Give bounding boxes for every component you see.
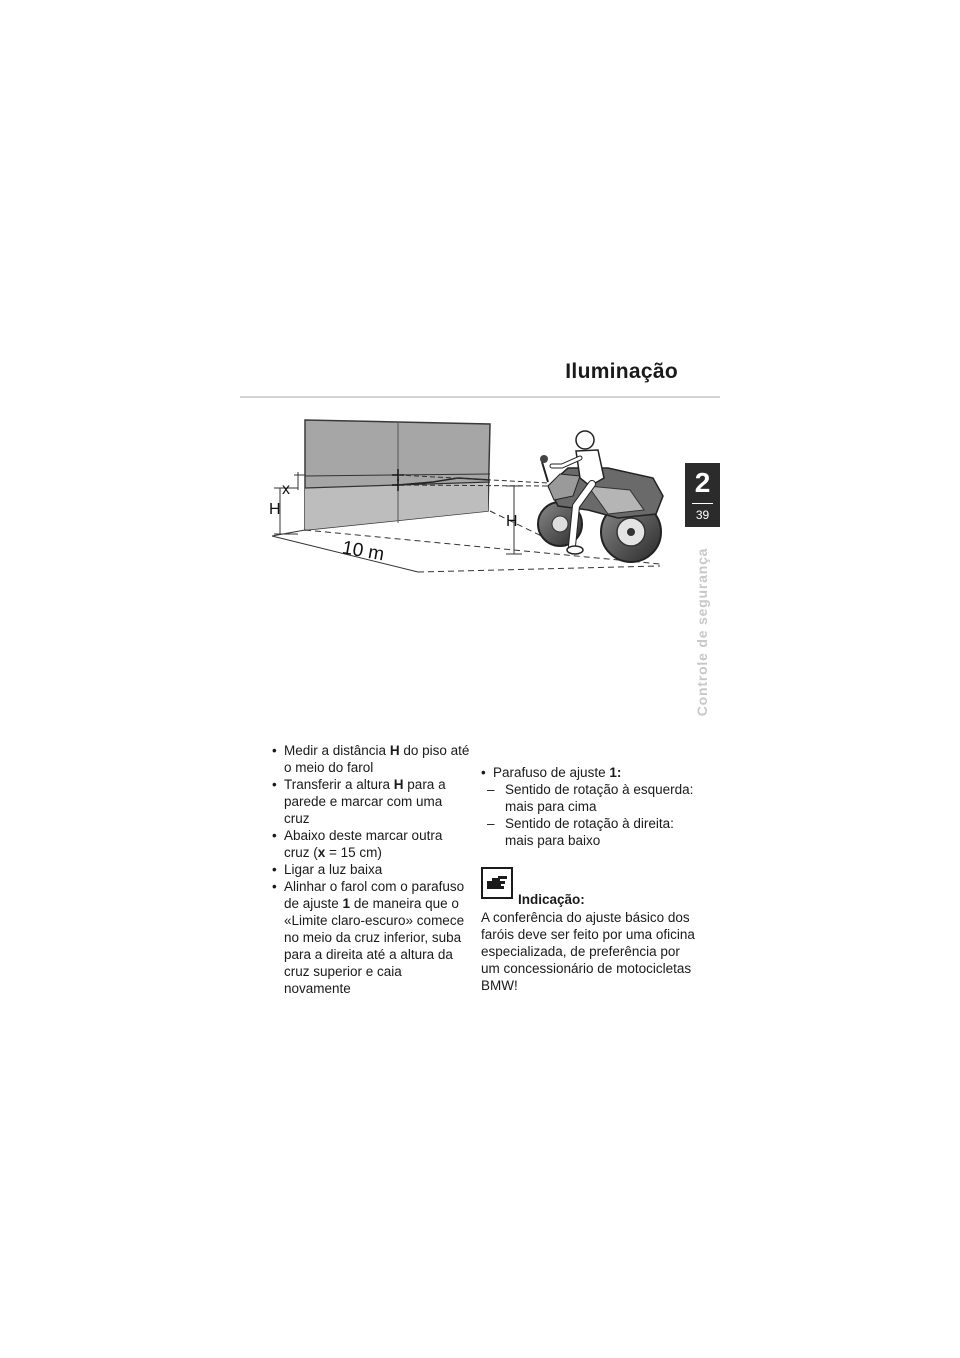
chapter-tab-divider	[692, 503, 713, 504]
sub-item: – Sentido de rotação à direita: mais para baixo	[481, 815, 701, 849]
label-distance: 10 m	[340, 537, 386, 566]
instructions-left-column	[272, 742, 470, 997]
chapter-number: 2	[694, 467, 711, 498]
title-divider	[240, 396, 720, 398]
headlight-adjustment-diagram	[258, 406, 678, 576]
label-x: x	[282, 481, 290, 498]
label-h-left: H	[269, 501, 281, 518]
note-text: A conferência do ajuste básico dos faróis deve ser feito por uma oficina especializada, de preferência por um concessionário de motocicletas BMW!	[481, 910, 695, 993]
sub-item: – Sentido de rotação à esquerda: mais para cima	[481, 781, 701, 815]
section-label: Controle de segurança	[694, 547, 710, 717]
note-block	[481, 867, 701, 994]
chapter-tab	[685, 463, 720, 527]
pointing-hand-icon	[481, 867, 513, 899]
page-number: 39	[695, 508, 710, 522]
label-h-right: H	[506, 513, 518, 530]
note-title: Indicação:	[518, 892, 585, 907]
list-item: • Abaixo deste marcar outra cruz (x = 15 cm)	[272, 827, 470, 861]
list-item: • Ligar a luz baixa	[272, 861, 470, 878]
adjust-screw-item: • Parafuso de ajuste 1:	[481, 764, 701, 781]
instructions-right-column	[481, 764, 701, 994]
list-item: • Alinhar o farol com o parafuso de ajuste 1 de maneira que o «Limite claro-escuro» comece no meio da cruz inferior, suba para a direita até a altura da cruz superior e caia novamente	[272, 878, 470, 997]
list-item: • Medir a distância H do piso até o meio do farol	[272, 742, 470, 776]
page-title: Iluminação	[565, 360, 678, 383]
list-item: • Transferir a altura H para a parede e marcar com uma cruz	[272, 776, 470, 827]
